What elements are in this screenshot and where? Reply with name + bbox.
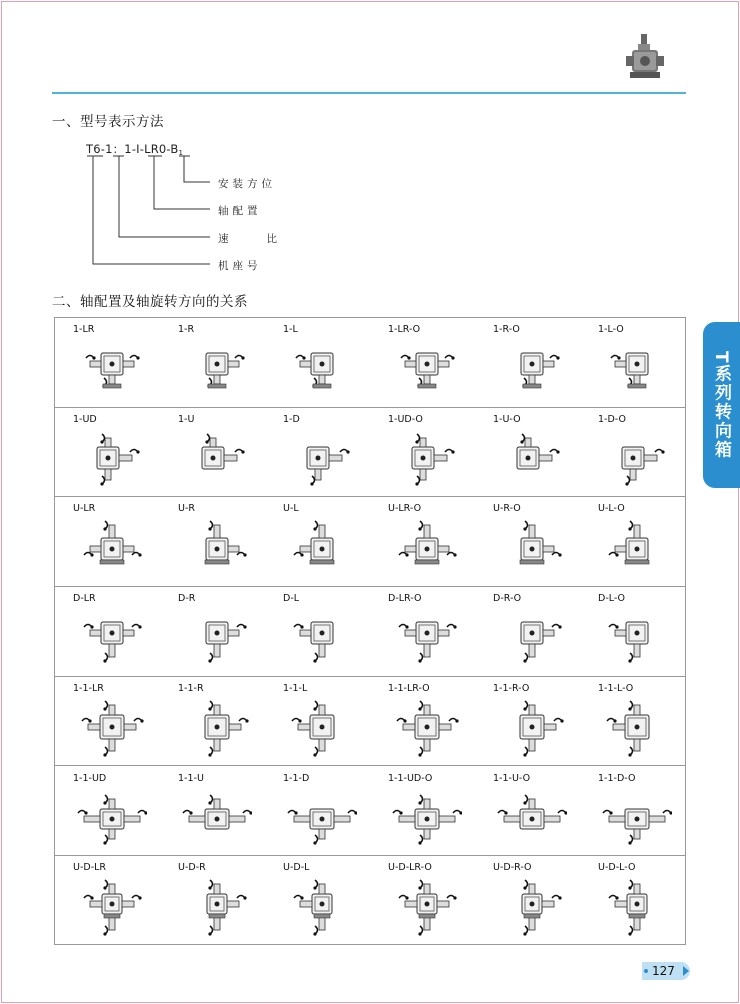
page-number-dot [644,969,648,973]
config-cell [265,767,369,857]
config-label: 1-1-LR-O [388,682,430,694]
side-tab-label: T系列转向箱 [711,350,731,460]
config-label: U-LR [73,503,96,515]
config-label: U-D-L-O [598,862,636,874]
config-cell [265,587,369,677]
config-label: D-L-O [598,593,626,605]
config-cell [370,677,474,767]
shaft-config-diagram-icon [182,334,252,398]
config-cell [370,408,474,498]
config-cell [370,767,474,857]
shaft-config-diagram-icon [602,513,672,577]
shaft-config-diagram-icon [182,783,252,847]
config-label: 1-LR [73,324,95,335]
shaft-config-diagram-icon [182,872,252,936]
shaft-config-diagram-icon [497,783,567,847]
shaft-config-diagram-icon [287,513,357,577]
config-cell [370,856,474,946]
config-cell [580,408,684,498]
config-label: D-LR [73,593,96,605]
config-label: 1-1-UD-O [388,772,433,784]
config-cell [580,856,684,946]
shaft-config-diagram-icon [77,334,147,398]
config-cell [475,318,579,408]
config-label: 1-UD [73,413,97,425]
config-label: U-D-L [283,862,310,874]
config-row [55,497,685,587]
shaft-config-diagram-icon [287,424,357,488]
config-cell [475,408,579,498]
config-label: 1-L [283,324,298,335]
config-row [55,856,685,946]
config-cell [265,497,369,587]
section-title-model-notation: 一、型号表示方法 [52,114,164,130]
shaft-config-diagram-icon [602,783,672,847]
page-number-arrow [683,966,689,976]
config-label: 1-1-R [178,682,204,694]
config-label: U-D-R-O [493,862,532,874]
shaft-config-diagram-icon [392,783,462,847]
model-code-main: T6-1：1-I-LR0-B [86,142,179,156]
config-label: D-L [283,593,300,605]
config-label: 1-1-R-O [493,682,530,694]
config-cell [265,318,369,408]
config-cell [475,767,579,857]
config-label: 1-1-U [178,772,204,784]
config-cell [160,497,264,587]
shaft-config-diagram-icon [602,872,672,936]
shaft-config-diagram-icon [287,872,357,936]
shaft-config-diagram-icon [392,334,462,398]
config-label: 1-1-LR [73,682,104,694]
config-label: 1-1-L [283,682,308,694]
config-label: U-R [178,503,195,515]
config-label: 1-D [283,413,300,425]
shaft-config-grid [54,317,686,945]
config-label: 1-1-D-O [598,772,636,784]
config-cell [580,767,684,857]
config-label: D-R-O [493,593,522,605]
shaft-config-diagram-icon [602,334,672,398]
config-cell [475,497,579,587]
config-cell [55,767,159,857]
legend-frame-size: 机座号 [218,260,262,272]
header-rule [52,92,686,94]
config-cell [580,587,684,677]
shaft-config-diagram-icon [77,872,147,936]
shaft-config-diagram-icon [497,603,567,667]
config-cell [55,497,159,587]
config-cell [55,677,159,767]
shaft-config-diagram-icon [602,693,672,757]
shaft-config-diagram-icon [182,693,252,757]
config-row [55,318,685,408]
config-cell [160,677,264,767]
config-label: U-L [283,503,299,515]
config-cell [580,318,684,408]
config-cell [160,767,264,857]
config-cell [55,318,159,408]
model-code-subscript: 1 [178,149,184,157]
config-cell [370,318,474,408]
page-number: 127 [652,964,675,978]
config-cell [55,587,159,677]
config-cell [55,856,159,946]
shaft-config-diagram-icon [182,513,252,577]
config-cell [55,408,159,498]
shaft-config-diagram-icon [392,872,462,936]
config-cell [160,856,264,946]
config-cell [160,587,264,677]
legend-mount-position: 安装方位 [218,178,276,190]
shaft-config-diagram-icon [77,693,147,757]
config-label: 1-1-D [283,772,310,784]
section-title-shaft-rotation: 二、轴配置及轴旋转方向的关系 [52,294,248,310]
config-label: U-D-LR-O [388,862,432,874]
shaft-config-diagram-icon [77,513,147,577]
config-label: 1-R [178,324,195,335]
config-cell [580,677,684,767]
shaft-config-diagram-icon [392,424,462,488]
model-code-example [86,141,183,157]
config-cell [160,408,264,498]
config-label: D-R [178,593,196,605]
shaft-config-diagram-icon [497,872,567,936]
shaft-config-diagram-icon [77,783,147,847]
config-row [55,677,685,767]
config-label: 1-1-U-O [493,772,531,784]
shaft-config-diagram-icon [497,334,567,398]
config-cell [370,497,474,587]
config-label: 1-LR-O [388,324,421,335]
config-cell [265,408,369,498]
shaft-config-diagram-icon [77,424,147,488]
shaft-config-diagram-icon [497,693,567,757]
config-label: U-D-R [178,862,206,874]
config-cell [475,856,579,946]
config-label: 1-U [178,413,195,425]
config-label: 1-L-O [598,324,624,335]
config-row [55,767,685,857]
shaft-config-diagram-icon [602,424,672,488]
config-label: D-LR-O [388,593,422,605]
shaft-config-diagram-icon [392,513,462,577]
shaft-config-diagram-icon [182,424,252,488]
shaft-config-diagram-icon [602,603,672,667]
config-cell [370,587,474,677]
shaft-config-diagram-icon [287,334,357,398]
legend-shaft-config: 轴配置 [218,205,262,217]
shaft-config-diagram-icon [497,424,567,488]
config-label: 1-1-UD [73,772,107,784]
config-cell [265,856,369,946]
shaft-config-diagram-icon [392,693,462,757]
config-label: U-LR-O [388,503,422,515]
config-cell [265,677,369,767]
config-label: 1-R-O [493,324,520,335]
shaft-config-diagram-icon [182,603,252,667]
config-label: 1-UD-O [388,413,423,425]
config-label: 1-1-L-O [598,682,634,694]
config-row [55,408,685,498]
config-label: U-D-LR [73,862,107,874]
config-row [55,587,685,677]
shaft-config-diagram-icon [287,603,357,667]
shaft-config-diagram-icon [77,603,147,667]
config-label: U-R-O [493,503,521,515]
config-cell [475,677,579,767]
shaft-config-diagram-icon [287,693,357,757]
gearbox-icon [624,32,666,84]
shaft-config-diagram-icon [287,783,357,847]
config-label: U-L-O [598,503,625,515]
config-label: 1-D-O [598,413,626,425]
legend-ratio: 速比 [218,233,315,245]
config-cell [475,587,579,677]
config-cell [160,318,264,408]
side-tab [703,322,740,488]
shaft-config-diagram-icon [392,603,462,667]
shaft-config-diagram-icon [497,513,567,577]
config-label: 1-U-O [493,413,521,425]
config-cell [580,497,684,587]
